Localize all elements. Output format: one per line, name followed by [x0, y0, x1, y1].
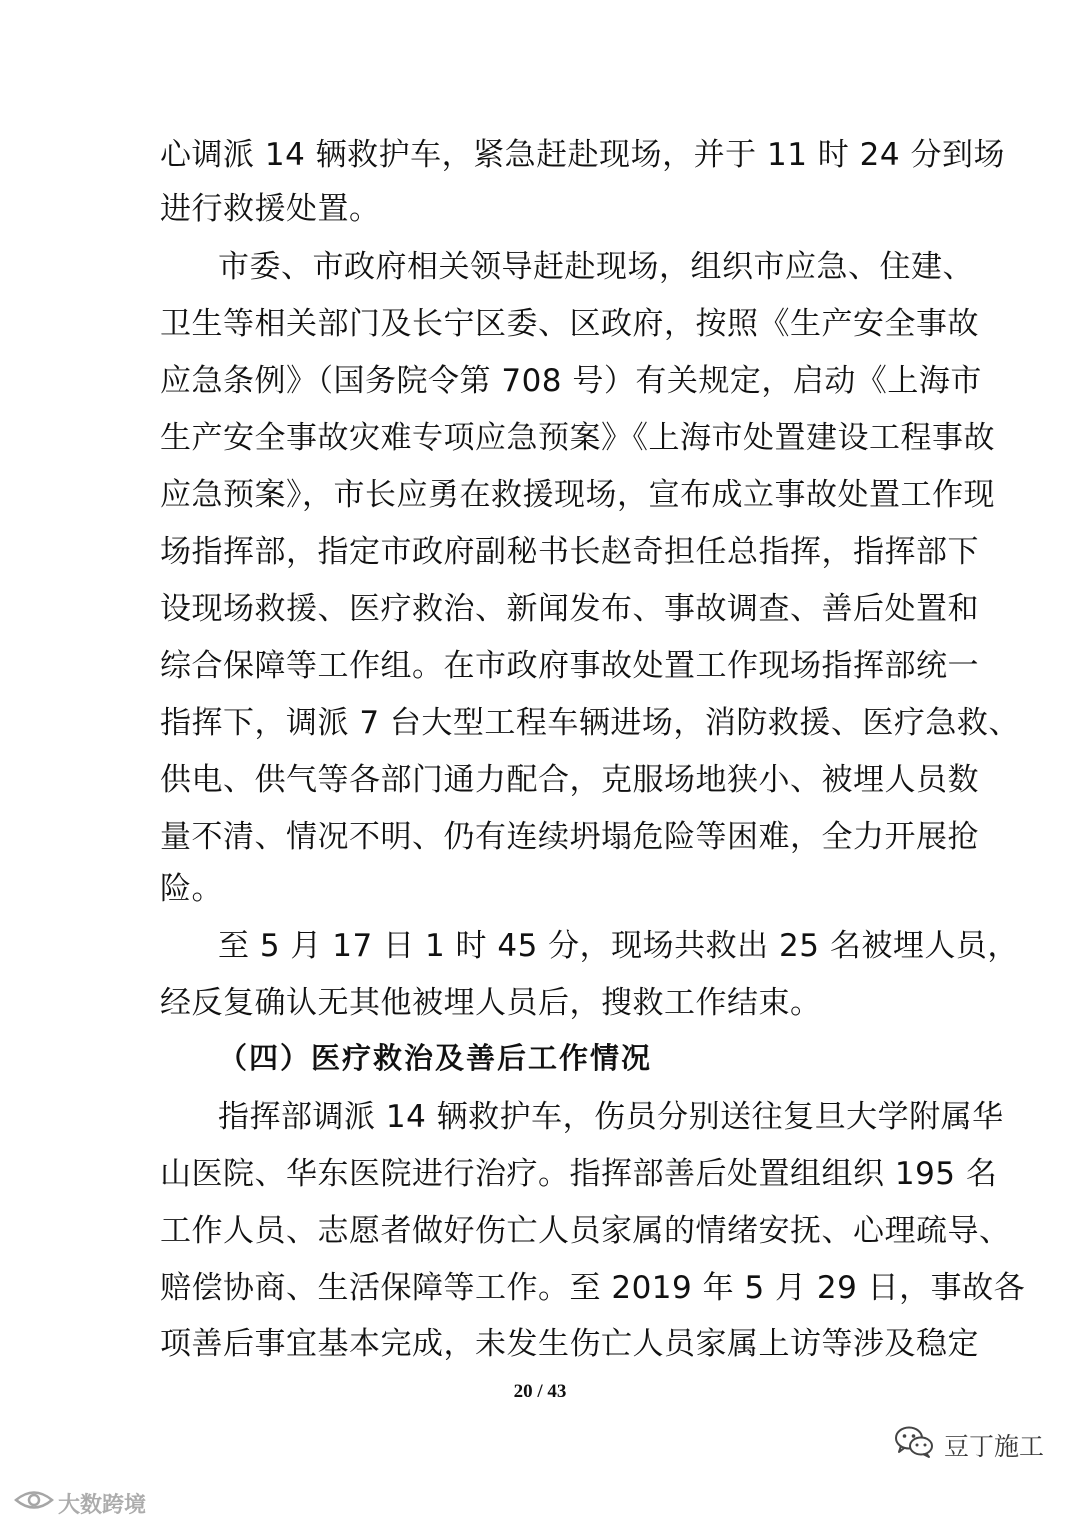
- paragraph2-line-2: 卫生等相关部门及长宁区委、区政府，按照《生产安全事故: [160, 306, 979, 342]
- paragraph3-line-1: 至 5 月 17 日 1 时 45 分，现场共救出 25 名被埋人员，: [218, 928, 1019, 964]
- paragraph2-line-4: 生产安全事故灾难专项应急预案》《上海市处置建设工程事故: [160, 420, 995, 456]
- paragraph4-line-4: 赔偿协商、生活保障等工作。至 2019 年 5 月 29 日，事故各: [160, 1270, 1026, 1306]
- paragraph4-line-1: 指挥部调派 14 辆救护车，伤员分别送往复旦大学附属华: [218, 1099, 1004, 1135]
- watermark-right-text: 豆丁施工: [943, 1432, 1044, 1461]
- paragraph3-line-2: 经反复确认无其他被埋人员后，搜救工作结束。: [160, 985, 822, 1021]
- paragraph2-line-7: 设现场救援、医疗救治、新闻发布、事故调查、善后处置和: [160, 591, 979, 627]
- paragraph2-line-6: 场指挥部，指定市政府副秘书长赵奇担任总指挥，指挥部下: [160, 534, 979, 570]
- paragraph4-line-2: 山医院、华东医院进行治疗。指挥部善后处置组组织 195 名: [160, 1156, 998, 1192]
- paragraph2-line-9: 指挥下，调派 7 台大型工程车辆进场，消防救援、医疗急救、: [160, 705, 1020, 741]
- watermark-dashukuajing: [14, 1488, 146, 1518]
- section-heading: （四）医疗救治及善后工作情况: [218, 1041, 653, 1075]
- paragraph2-line-11: 量不清、情况不明、仍有连续坍塌危险等困难，全力开展抢: [160, 819, 979, 855]
- page-number: 20 / 43: [513, 1381, 567, 1402]
- paragraph1-line-2: 进行救援处置。: [160, 191, 381, 227]
- paragraph4-line-3: 工作人员、志愿者做好伤亡人员家属的情绪安抚、心理疏导、: [160, 1213, 1011, 1249]
- watermark-left-text: 大数跨境: [58, 1492, 147, 1518]
- paragraph2-line-1: 市委、市政府相关领导赶赴现场，组织市应急、住建、: [218, 249, 974, 285]
- paragraph1-line-1: 心调派 14 辆救护车，紧急赶赴现场，并于 11 时 24 分到场: [160, 137, 1005, 173]
- paragraph2-line-3: 应急条例》（国务院令第 708 号）有关规定，启动《上海市: [160, 363, 982, 399]
- watermark-doudingshigong: [894, 1423, 1044, 1467]
- eye-logo-icon: [14, 1487, 54, 1519]
- paragraph2-line-5: 应急预案》，市长应勇在救援现场，宣布成立事故处置工作现: [160, 477, 995, 513]
- paragraph4-line-5: 项善后事宜基本完成，未发生伤亡人员家属上访等涉及稳定: [160, 1326, 979, 1362]
- paragraph2-line-8: 综合保障等工作组。在市政府事故处置工作现场指挥部统一: [160, 648, 979, 684]
- paragraph2-line-10: 供电、供气等各部门通力配合，克服场地狭小、被埋人员数: [160, 762, 979, 798]
- wechat-icon: [894, 1425, 934, 1465]
- paragraph2-line-12: 险。: [160, 871, 223, 907]
